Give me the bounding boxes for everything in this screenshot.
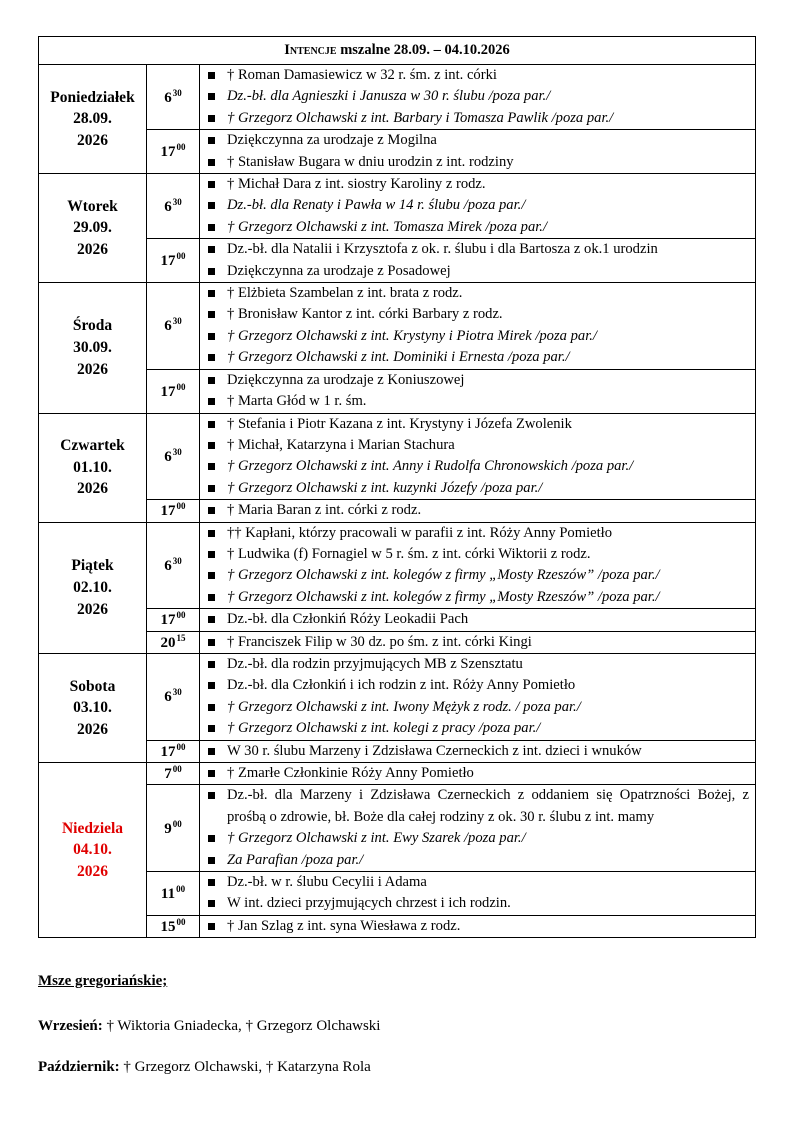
intention-list [200, 130, 755, 173]
intention-text: Dziękczynna za urodzaje z Posadowej [227, 262, 451, 279]
day-cell-sobota [39, 653, 147, 762]
intention-text: Za Parafian /poza par./ [227, 851, 364, 868]
intention-list [200, 500, 755, 521]
intention-item [200, 500, 755, 521]
intention-item [200, 632, 755, 653]
square-bullet-icon [208, 181, 215, 188]
square-bullet-icon [208, 311, 215, 318]
intention-item [200, 718, 755, 739]
mass-time-minutes: 30 [172, 446, 182, 457]
intention-text: † Grzegorz Olchawski z int. Barbary i Tomasza Pawlik /poza par./ [227, 109, 614, 126]
mass-time-minutes: 00 [176, 741, 186, 752]
intention-text: † Stefania i Piotr Kazana z int. Krystyny i Józefa Zwolenik [227, 415, 572, 432]
mass-time-minutes: 30 [172, 87, 182, 98]
gregorian-october [38, 1059, 371, 1076]
gregorian-october-names: † Grzegorz Olchawski, † Katarzyna Rola [123, 1059, 371, 1075]
square-bullet-icon [208, 442, 215, 449]
mass-time-minutes: 00 [176, 883, 186, 894]
day-name: Poniedziałek [50, 88, 135, 106]
intentions-cell [200, 522, 756, 609]
square-bullet-icon [208, 507, 215, 514]
intention-list [200, 632, 755, 653]
mass-time [147, 239, 200, 283]
intention-text: † Grzegorz Olchawski z int. Anny i Rudolfa Chronowskich /poza par./ [227, 458, 634, 475]
mass-time [147, 653, 200, 740]
intention-list [200, 414, 755, 500]
intention-item [200, 217, 755, 238]
square-bullet-icon [208, 137, 215, 144]
intention-item [200, 456, 755, 477]
square-bullet-icon [208, 224, 215, 231]
mass-time-minutes: 30 [172, 316, 182, 327]
day-date: 29.09. [73, 219, 112, 237]
mass-intentions-document [38, 36, 755, 938]
intention-list [200, 741, 755, 762]
intention-item [200, 86, 755, 107]
time-slot-row [39, 130, 756, 174]
day-name: Środa [72, 317, 113, 335]
square-bullet-icon [208, 551, 215, 558]
day-year: 2026 [77, 480, 108, 498]
intention-text: † Michał Dara z int. siostry Karoliny z rodz. [227, 176, 486, 193]
intention-list [200, 916, 755, 937]
intention-item [200, 763, 755, 784]
square-bullet-icon [208, 792, 215, 799]
mass-time-minutes: 00 [176, 610, 186, 621]
intention-text: † Grzegorz Olchawski z int. kuzynki Józefy /poza par./ [227, 479, 543, 496]
square-bullet-icon [208, 290, 215, 297]
square-bullet-icon [208, 421, 215, 428]
mass-time-hour: 6 [164, 557, 172, 574]
square-bullet-icon [208, 616, 215, 623]
intention-list [200, 523, 755, 609]
square-bullet-icon [208, 72, 215, 79]
table-title-rest: mszalne 28.09. – 04.10.2026 [336, 42, 510, 58]
intention-item [200, 347, 755, 368]
day-year: 2026 [77, 862, 108, 880]
mass-time-minutes: 15 [176, 632, 186, 643]
square-bullet-icon [208, 923, 215, 930]
intentions-cell [200, 130, 756, 174]
square-bullet-icon [208, 333, 215, 340]
intention-text: † Roman Damasiewicz w 32 r. śm. z int. córki [227, 67, 497, 83]
intention-list [200, 65, 755, 129]
intention-item [200, 850, 755, 871]
intention-text: †† Kapłani, którzy pracowali w parafii z int. Róży Anny Pomietło [227, 524, 613, 541]
gregorian-september-label: Wrzesień: [38, 1018, 103, 1034]
day-year: 2026 [77, 360, 108, 378]
intention-item [200, 239, 755, 260]
intention-list [200, 872, 755, 915]
intention-item [200, 544, 755, 565]
intention-item [200, 828, 755, 849]
mass-time [147, 413, 200, 500]
intentions-cell [200, 609, 756, 631]
mass-time [147, 369, 200, 413]
intention-item [200, 587, 755, 608]
intention-text: † Michał, Katarzyna i Marian Stachura [227, 436, 455, 453]
day-year: 2026 [77, 131, 108, 149]
intention-item [200, 872, 755, 893]
mass-time-minutes: 30 [172, 196, 182, 207]
mass-time [147, 283, 200, 370]
mass-time [147, 631, 200, 653]
day-date: 01.10. [73, 458, 112, 476]
time-slot-row [39, 65, 756, 130]
intention-text: † Grzegorz Olchawski z int. Krystyny i Piotra Mirek /poza par./ [227, 327, 597, 344]
intention-list [200, 785, 755, 871]
time-slot-row [39, 500, 756, 522]
intention-list [200, 283, 755, 369]
intentions-cell [200, 872, 756, 916]
mass-time-hour: 17 [160, 383, 176, 400]
mass-time-hour: 11 [160, 885, 176, 902]
intentions-cell [200, 653, 756, 740]
square-bullet-icon [208, 159, 215, 166]
mass-time-hour: 6 [164, 318, 172, 335]
intention-item [200, 174, 755, 195]
time-slot-row [39, 915, 756, 937]
day-name: Sobota [69, 677, 116, 695]
intention-item [200, 391, 755, 412]
intention-text: † Jan Szlag z int. syna Wiesława z rodz. [227, 917, 461, 934]
intention-list [200, 654, 755, 740]
day-name: Piątek [71, 557, 114, 575]
mass-time [147, 872, 200, 916]
time-slot-row [39, 740, 756, 762]
intention-item [200, 370, 755, 391]
day-cell-sroda [39, 283, 147, 413]
day-name: Wtorek [67, 197, 118, 215]
intentions-cell [200, 500, 756, 522]
gregorian-september-names: † Wiktoria Gniadecka, † Grzegorz Olchawski [106, 1018, 381, 1034]
gregorian-october-label: Październik: [38, 1059, 120, 1075]
intention-text: Dz.-bł. dla Renaty i Pawła w 14 r. ślubu /poza par./ [227, 197, 526, 214]
intention-item [200, 108, 755, 129]
day-date: 03.10. [73, 699, 112, 717]
mass-time-minutes: 00 [176, 381, 186, 392]
square-bullet-icon [208, 202, 215, 209]
day-cell-czwartek [39, 413, 147, 522]
intention-item [200, 697, 755, 718]
intention-text: Dz.-bł. w r. ślubu Cecylii i Adama [227, 874, 427, 891]
time-slot-row [39, 174, 756, 239]
intention-text: † Stanisław Bugara w dniu urodzin z int. rodziny [227, 153, 514, 170]
mass-time-minutes: 00 [176, 501, 186, 512]
day-year: 2026 [77, 240, 108, 258]
intentions-cell [200, 65, 756, 130]
square-bullet-icon [208, 725, 215, 732]
day-year: 2026 [77, 600, 108, 618]
time-slot-row [39, 369, 756, 413]
intention-item [200, 152, 755, 173]
square-bullet-icon [208, 398, 215, 405]
square-bullet-icon [208, 246, 215, 253]
mass-time-hour: 17 [160, 144, 176, 161]
mass-time-hour: 6 [164, 198, 172, 215]
time-slot-row [39, 872, 756, 916]
day-cell-wtorek [39, 174, 147, 283]
mass-time-hour: 6 [164, 689, 172, 706]
intention-item [200, 304, 755, 325]
square-bullet-icon [208, 93, 215, 100]
square-bullet-icon [208, 485, 215, 492]
intention-text: Dziękczynna za urodzaje z Koniuszowej [227, 371, 465, 388]
intention-text: † Grzegorz Olchawski z int. kolegów z firmy „Mosty Rzeszów” /poza par./ [227, 588, 660, 605]
mass-time-minutes: 00 [176, 142, 186, 153]
mass-time-hour: 7 [164, 766, 172, 783]
square-bullet-icon [208, 377, 215, 384]
day-year: 2026 [77, 720, 108, 738]
intention-text: † Grzegorz Olchawski z int. Iwony Mężyk z rodz. / poza par./ [227, 698, 581, 715]
square-bullet-icon [208, 354, 215, 361]
mass-time-hour: 6 [164, 448, 172, 465]
mass-time [147, 609, 200, 631]
intention-list [200, 370, 755, 413]
intention-text: Dz.-bł. dla Marzeny i Zdzisława Czerneckich z oddaniem się Opatrzności Bożej, z prośbą o zdrowie, bł. Boże dla całej rodziny z ok. 30 r. ślubu z int. mamy [227, 787, 750, 825]
intention-text: Dz.-bł. dla Członkiń Róży Leokadii Pach [227, 611, 469, 628]
square-bullet-icon [208, 115, 215, 122]
intention-item [200, 478, 755, 499]
intention-text: Dziękczynna za urodzaje z Mogilna [227, 132, 437, 149]
intention-item [200, 261, 755, 282]
day-cell-niedziela [39, 763, 147, 938]
mass-time-hour: 20 [160, 634, 176, 651]
mass-time-hour: 6 [164, 89, 172, 106]
time-slot-row [39, 239, 756, 283]
mass-time [147, 174, 200, 239]
intentions-cell [200, 740, 756, 762]
day-date: 04.10. [73, 841, 112, 859]
mass-time [147, 500, 200, 522]
intentions-cell [200, 763, 756, 785]
square-bullet-icon [208, 268, 215, 275]
intention-item [200, 65, 755, 86]
square-bullet-icon [208, 704, 215, 711]
mass-time-minutes: 00 [172, 818, 182, 829]
mass-time [147, 785, 200, 872]
mass-time-minutes: 00 [176, 917, 186, 928]
intention-text: W 30 r. ślubu Marzeny i Zdzisława Czerneckich z int. dzieci i wnuków [227, 742, 642, 759]
square-bullet-icon [208, 572, 215, 579]
mass-time-minutes: 00 [172, 764, 182, 775]
intentions-cell [200, 239, 756, 283]
intention-item [200, 414, 755, 435]
intention-item [200, 435, 755, 456]
day-date: 28.09. [73, 110, 112, 128]
intentions-cell [200, 174, 756, 239]
time-slot-row [39, 631, 756, 653]
intentions-cell [200, 413, 756, 500]
gregorian-september [38, 1018, 380, 1035]
intention-list [200, 239, 755, 282]
intention-text: † Franciszek Filip w 30 dz. po śm. z int. córki Kingi [227, 633, 532, 650]
square-bullet-icon [208, 770, 215, 777]
intention-text: † Grzegorz Olchawski z int. kolegów z firmy „Mosty Rzeszów” /poza par./ [227, 567, 660, 584]
intention-text: † Elżbieta Szambelan z int. brata z rodz. [227, 285, 463, 302]
intentions-cell [200, 915, 756, 937]
intentions-table [38, 36, 756, 938]
intention-item [200, 893, 755, 914]
square-bullet-icon [208, 639, 215, 646]
intention-item [200, 675, 755, 696]
intention-list [200, 763, 755, 784]
mass-time-hour: 17 [160, 503, 176, 520]
table-title [39, 37, 756, 65]
intention-item [200, 523, 755, 544]
intention-item [200, 609, 755, 630]
intention-text: Dz.-bł. dla rodzin przyjmujących MB z Szensztatu [227, 655, 523, 672]
intention-item [200, 741, 755, 762]
square-bullet-icon [208, 661, 215, 668]
mass-time [147, 740, 200, 762]
intention-item [200, 565, 755, 586]
mass-time [147, 522, 200, 609]
mass-time-minutes: 30 [172, 687, 182, 698]
square-bullet-icon [208, 530, 215, 537]
mass-time-hour: 9 [164, 820, 172, 837]
time-slot-row [39, 785, 756, 872]
square-bullet-icon [208, 682, 215, 689]
mass-time [147, 763, 200, 785]
mass-time [147, 65, 200, 130]
intentions-cell [200, 369, 756, 413]
day-date: 02.10. [73, 578, 112, 596]
square-bullet-icon [208, 748, 215, 755]
intention-text: Dz.-bł. dla Natalii i Krzysztofa z ok. r. ślubu i dla Bartosza z ok.1 urodzin [227, 241, 658, 258]
intention-text: † Maria Baran z int. córki z rodz. [227, 502, 422, 519]
intention-item [200, 785, 755, 828]
time-slot-row [39, 653, 756, 740]
mass-time [147, 130, 200, 174]
intention-text: Dz.-bł. dla Członkiń i ich rodzin z int. Róży Anny Pomietło [227, 677, 576, 694]
intentions-cell [200, 283, 756, 370]
day-date: 30.09. [73, 338, 112, 356]
day-name: Czwartek [60, 437, 125, 455]
intention-text: W int. dzieci przyjmujących chrzest i ich rodzin. [227, 895, 511, 912]
day-cell-piatek [39, 522, 147, 653]
time-slot-row [39, 522, 756, 609]
time-slot-row [39, 763, 756, 785]
square-bullet-icon [208, 857, 215, 864]
intention-text: † Ludwika (f) Fornagiel w 5 r. śm. z int. córki Wiktorii z rodz. [227, 545, 591, 562]
mass-time-hour: 15 [160, 919, 176, 936]
intention-item [200, 654, 755, 675]
mass-time [147, 915, 200, 937]
intention-text: Dz.-bł. dla Agnieszki i Janusza w 30 r. ślubu /poza par./ [227, 88, 551, 105]
time-slot-row [39, 413, 756, 500]
intentions-cell [200, 631, 756, 653]
square-bullet-icon [208, 594, 215, 601]
square-bullet-icon [208, 835, 215, 842]
day-name: Niedziela [61, 819, 124, 837]
square-bullet-icon [208, 879, 215, 886]
mass-time-hour: 17 [160, 743, 176, 760]
intention-item [200, 130, 755, 151]
mass-time-hour: 17 [160, 253, 176, 270]
intention-text: † Marta Głód w 1 r. śm. [227, 393, 367, 410]
table-title-lead: Intencje [284, 42, 337, 58]
intention-item [200, 326, 755, 347]
intention-text: † Grzegorz Olchawski z int. Dominiki i Ernesta /poza par./ [227, 349, 570, 366]
intention-text: † Zmarłe Członkinie Róży Anny Pomietło [227, 765, 474, 781]
intention-text: † Bronisław Kantor z int. córki Barbary z rodz. [227, 306, 503, 323]
mass-time-minutes: 30 [172, 555, 182, 566]
mass-time-hour: 17 [160, 612, 176, 629]
intention-list [200, 174, 755, 238]
intention-item [200, 916, 755, 937]
square-bullet-icon [208, 463, 215, 470]
square-bullet-icon [208, 900, 215, 907]
intention-text: † Grzegorz Olchawski z int. Ewy Szarek /poza par./ [227, 830, 526, 847]
intentions-cell [200, 785, 756, 872]
mass-time-minutes: 00 [176, 251, 186, 262]
intention-text: † Grzegorz Olchawski z int. kolegi z pracy /poza par./ [227, 720, 541, 737]
gregorian-masses-title: Msze gregoriańskie; [38, 973, 168, 989]
intention-item [200, 283, 755, 304]
time-slot-row [39, 609, 756, 631]
intention-list [200, 609, 755, 630]
time-slot-row [39, 283, 756, 370]
day-cell-poniedzialek [39, 65, 147, 174]
intention-text: † Grzegorz Olchawski z int. Tomasza Mirek /poza par./ [227, 218, 548, 235]
intention-item [200, 195, 755, 216]
